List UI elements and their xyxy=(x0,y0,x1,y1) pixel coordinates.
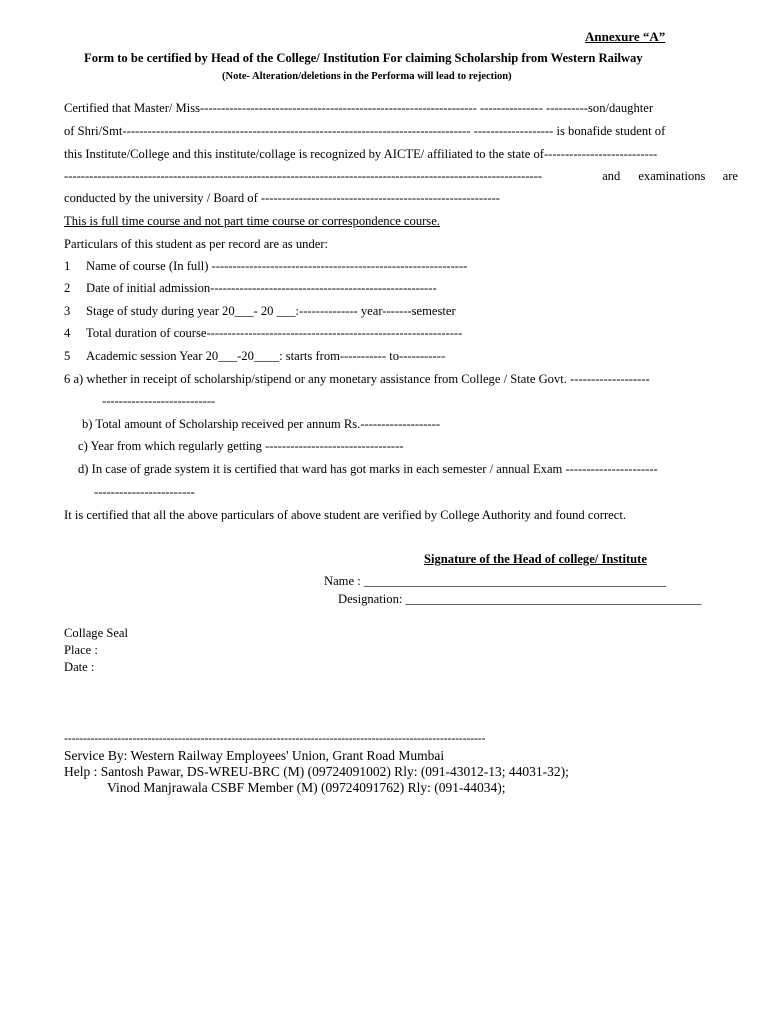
list-item xyxy=(64,325,462,341)
item-number: 4 xyxy=(64,326,71,340)
footer-help-2: Vinod Manjrawala CSBF Member (M) (09724091762) Rly: (091-44034); xyxy=(107,780,506,795)
place-label: Place : xyxy=(64,643,98,657)
item-6b: b) Total amount of Scholarship received per annum Rs.------------------- xyxy=(82,417,441,431)
footer-help-1: Help : Santosh Pawar, DS-WREU-BRC (M) (09724091002) Rly: (091-43012-13; 44031-32); xyxy=(64,764,569,779)
cert-line-5: conducted by the university / Board of --------------------------------------------------------- xyxy=(64,191,500,205)
list-item xyxy=(64,258,467,274)
cert-line-4-dashes: ------------------------------------------------------------------------------------------------------------------ xyxy=(64,169,543,183)
form-note: (Note- Alteration/deletions in the Performa will lead to rejection) xyxy=(222,71,512,82)
item-6a-line-1: 6 a) whether in receipt of scholarship/stipend or any monetary assistance from College / State Govt. ------------------- xyxy=(64,372,650,386)
signature-designation-field: Designation: _______________________________________________ xyxy=(338,592,702,606)
item-number: 2 xyxy=(64,281,71,295)
college-seal-label: Collage Seal xyxy=(64,626,129,640)
verification-statement: It is certified that all the above particulars of above student are verified by College Authority and found correct. xyxy=(64,508,626,522)
particulars-intro: Particulars of this student as per record are as under: xyxy=(64,237,329,251)
item-6c: c) Year from which regularly getting --------------------------------- xyxy=(78,439,404,453)
item-text: Name of course (In full) ------------------------------------------------------------- xyxy=(86,259,468,273)
item-number: 5 xyxy=(64,349,71,363)
item-number: 3 xyxy=(64,304,71,318)
signature-name-field: Name : ________________________________________________ xyxy=(324,574,667,588)
full-time-statement: This is full time course and not part time course or correspondence course. xyxy=(64,214,440,228)
footer-divider: --------------------------------------------------------------------------------------------------------------- xyxy=(64,731,486,745)
signature-heading: Signature of the Head of college/ Institute xyxy=(424,552,647,566)
cert-line-4-and: and xyxy=(602,169,621,183)
form-title: Form to be certified by Head of the College/ Institution For claiming Scholarship from Western Railway xyxy=(84,51,643,65)
item-number: 1 xyxy=(64,259,71,273)
annexure-label: Annexure “A” xyxy=(585,29,666,44)
item-6d-line-1: d) In case of grade system it is certified that ward has got marks in each semester / annual Exam ---------------------- xyxy=(78,462,658,476)
item-text: Academic session Year 20___-20____: starts from----------- to----------- xyxy=(86,349,446,363)
item-text: Total duration of course------------------------------------------------------------- xyxy=(86,326,463,340)
date-label: Date : xyxy=(64,660,95,674)
list-item xyxy=(64,348,445,364)
item-6d-line-2: ------------------------ xyxy=(94,485,195,499)
footer-service: Service By: Western Railway Employees' Union, Grant Road Mumbai xyxy=(64,748,445,763)
cert-line-1: Certified that Master/ Miss------------------------------------------------------------------ --------------- ----------son/daughter xyxy=(64,101,654,115)
list-item xyxy=(64,303,456,319)
item-text: Date of initial admission------------------------------------------------------ xyxy=(86,281,437,295)
item-6a-line-2: --------------------------- xyxy=(102,394,216,408)
item-text: Stage of study during year 20___- 20 ___:-------------- year-------semester xyxy=(86,304,456,318)
cert-line-4-exams: examinations are xyxy=(638,169,738,183)
cert-line-2: of Shri/Smt----------------------------------------------------------------------------------- ------------------- is bonafide student of xyxy=(64,124,666,138)
list-item xyxy=(64,280,437,296)
cert-line-4 xyxy=(64,168,738,184)
cert-line-3: this Institute/College and this institute/collage is recognized by AICTE/ affiliated to the state of--------------------------- xyxy=(64,147,658,161)
